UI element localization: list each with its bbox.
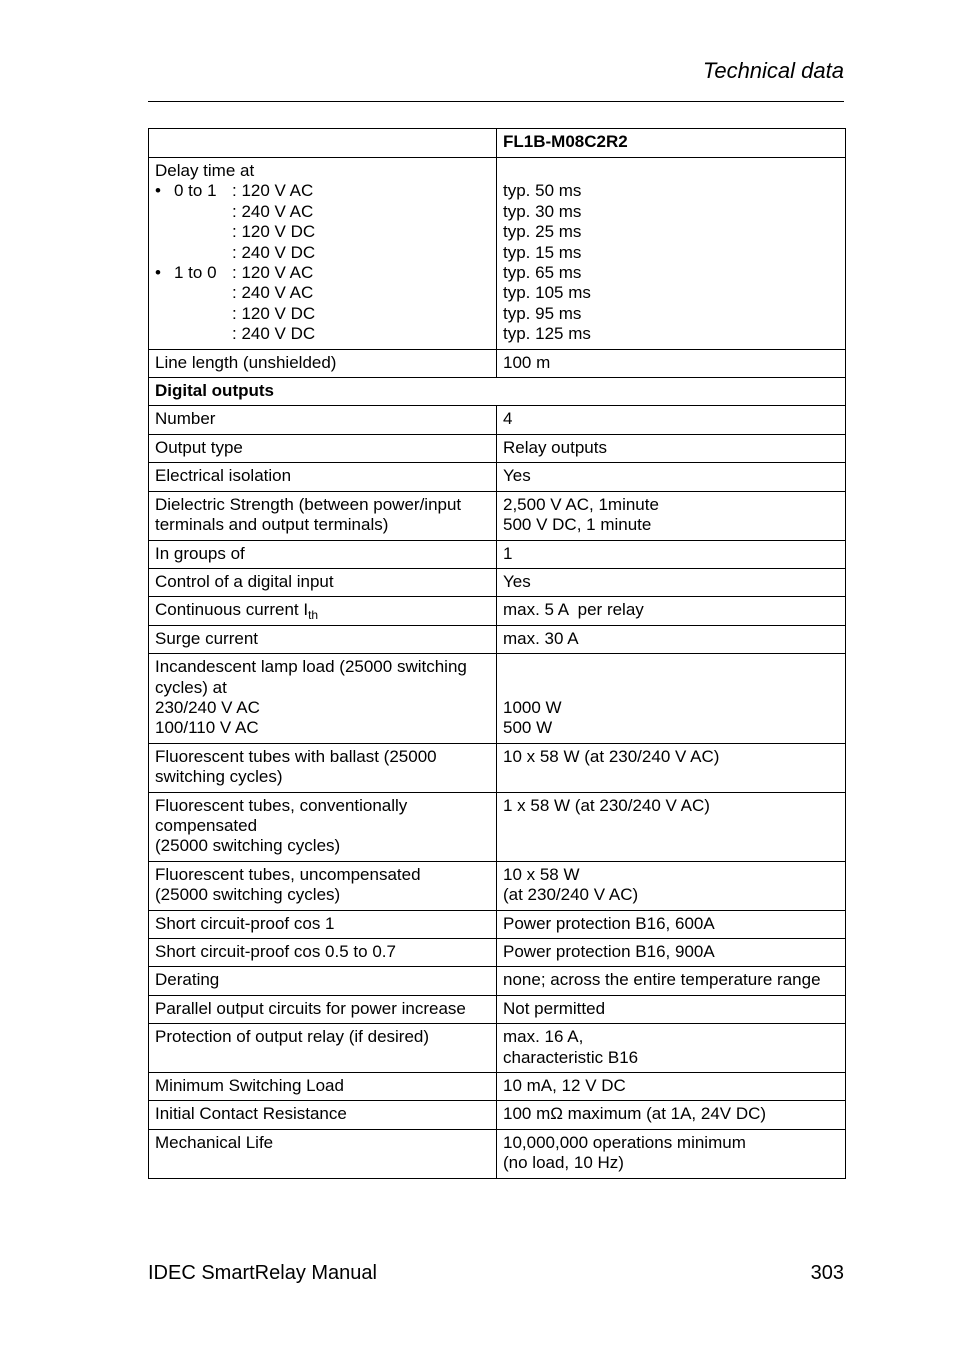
row-label-line: Parallel output circuits for power increase xyxy=(155,998,466,1018)
row-value-line: 10 x 58 W xyxy=(503,864,580,884)
delay-value: typ. 25 ms xyxy=(503,222,582,242)
row-value-line: (at 230/240 V AC) xyxy=(503,885,639,905)
row-label-line: Protection of output relay (if desired) xyxy=(155,1027,430,1047)
row-value-line: 100 mΩ maximum (at 1A, 24V DC) xyxy=(503,1104,767,1124)
delay-value: typ. 30 ms xyxy=(503,201,582,221)
delay-voltage: : 240 V DC xyxy=(232,324,316,344)
row-label-line: 230/240 V AC xyxy=(155,697,260,717)
table-row xyxy=(149,406,846,434)
row-value xyxy=(497,743,846,792)
delay-voltage: : 240 V DC xyxy=(232,242,316,262)
delay-time-label-cell xyxy=(149,158,497,350)
row-label-line: Short circuit-proof cos 0.5 to 0.7 xyxy=(155,942,396,961)
row-value xyxy=(497,654,846,744)
row-value-line: Power protection B16, 600A xyxy=(503,913,715,933)
continuous-current-subscript: th xyxy=(308,608,319,623)
row-label xyxy=(149,910,497,938)
row-value-line: Yes xyxy=(503,466,531,486)
row-value-line: 500 V DC, 1 minute xyxy=(503,515,652,535)
delay-value: typ. 95 ms xyxy=(503,303,582,323)
table-row xyxy=(149,540,846,568)
continuous-current-label-cell xyxy=(149,597,497,625)
delay-condition-line xyxy=(155,263,490,283)
surge-current-value: max. 30 A xyxy=(497,625,846,653)
surge-current-label: Surge current xyxy=(149,625,497,653)
row-value xyxy=(497,540,846,568)
row-value-line: 1 xyxy=(503,543,513,563)
delay-value: typ. 65 ms xyxy=(503,263,582,283)
row-value-line: 10 mA, 12 V DC xyxy=(503,1076,626,1096)
row-value-line: 10,000,000 operations minimum xyxy=(503,1132,746,1152)
table-row xyxy=(149,1129,846,1178)
row-label xyxy=(149,406,497,434)
table-row xyxy=(149,349,846,377)
row-label-line: Dielectric Strength (between power/input xyxy=(155,494,462,514)
section-title-digital-outputs: Digital outputs xyxy=(149,378,846,406)
row-label-line: (25000 switching cycles) xyxy=(155,885,341,905)
delay-voltage: : 240 V AC xyxy=(232,201,314,221)
table-header-empty-cell xyxy=(149,129,497,158)
bullet-mark: • xyxy=(155,181,161,201)
delay-voltage: : 120 V DC xyxy=(232,303,316,323)
row-label-line: Fluorescent tubes, conventionally xyxy=(155,795,408,815)
row-label xyxy=(149,861,497,910)
line-length-label: Line length (unshielded) xyxy=(149,349,497,377)
row-value-line: characteristic B16 xyxy=(503,1047,639,1067)
delay-voltage: : 240 V AC xyxy=(232,283,314,303)
row-label-line: cycles) at xyxy=(155,677,227,697)
table-row xyxy=(149,597,846,625)
delay-range xyxy=(174,222,232,242)
delay-voltage: : 120 V AC xyxy=(232,263,314,283)
table-row xyxy=(149,434,846,462)
row-label-line: Fluorescent tubes with ballast (25000 xyxy=(155,746,437,766)
delay-range: 0 to 1 xyxy=(174,181,217,201)
row-label-line: switching cycles) xyxy=(155,767,283,787)
row-label-line: terminals and output terminals) xyxy=(155,515,389,535)
row-value-line: Yes xyxy=(503,571,531,591)
row-value xyxy=(497,1024,846,1073)
row-value xyxy=(497,463,846,491)
bullet-mark xyxy=(155,202,174,222)
table-row xyxy=(149,967,846,995)
bullet-mark xyxy=(155,283,174,303)
row-label-line: Incandescent lamp load (25000 switching xyxy=(155,657,467,677)
row-value xyxy=(497,434,846,462)
table-row xyxy=(149,625,846,653)
table-row xyxy=(149,491,846,540)
delay-value: typ. 50 ms xyxy=(503,181,582,201)
row-label xyxy=(149,792,497,861)
delay-condition-line xyxy=(155,181,490,201)
row-label-line: In groups of xyxy=(155,543,245,563)
row-label-line: Output type xyxy=(155,437,243,457)
delay-range xyxy=(174,324,232,344)
line-length-value: 100 m xyxy=(497,349,846,377)
page-header-title: Technical data xyxy=(702,58,844,83)
delay-condition-line xyxy=(155,202,490,222)
row-label-line: Short circuit-proof cos 1 xyxy=(155,913,335,933)
row-value xyxy=(497,995,846,1023)
table-row xyxy=(149,158,846,350)
row-label xyxy=(149,1073,497,1101)
table-row xyxy=(149,568,846,596)
delay-range xyxy=(174,243,232,263)
row-value-line: Power protection B16, 900A xyxy=(503,942,715,961)
row-label xyxy=(149,434,497,462)
bullet-mark: • xyxy=(155,263,161,283)
bullet-mark xyxy=(155,222,174,242)
row-label-line: Derating xyxy=(155,970,220,990)
row-label-line: (25000 switching cycles) xyxy=(155,836,341,856)
delay-condition-line xyxy=(155,304,490,324)
row-value xyxy=(497,406,846,434)
technical-data-table xyxy=(148,128,846,1179)
row-label-line: Initial Contact Resistance xyxy=(155,1104,347,1124)
delay-value: typ. 125 ms xyxy=(503,324,591,344)
row-label xyxy=(149,491,497,540)
row-value xyxy=(497,967,846,995)
row-value xyxy=(497,491,846,540)
row-value xyxy=(497,1073,846,1101)
row-label xyxy=(149,743,497,792)
delay-value: typ. 15 ms xyxy=(503,242,582,262)
row-label-line: Control of a digital input xyxy=(155,571,334,591)
row-label xyxy=(149,967,497,995)
row-label-line: Minimum Switching Load xyxy=(155,1076,344,1096)
row-value-line xyxy=(503,678,839,698)
row-value-line: 1000 W xyxy=(503,697,562,717)
row-value-line: 1 x 58 W (at 230/240 V AC) xyxy=(503,795,710,815)
section-row xyxy=(149,378,846,406)
delay-voltage: : 120 V AC xyxy=(232,181,314,201)
row-value xyxy=(497,861,846,910)
row-value xyxy=(497,792,846,861)
delay-time-value-cell xyxy=(497,158,846,350)
table-row xyxy=(149,743,846,792)
row-value xyxy=(497,1101,846,1129)
row-label xyxy=(149,1129,497,1178)
row-value-line: 4 xyxy=(503,409,513,429)
continuous-current-value: max. 5 A per relay xyxy=(497,597,846,625)
model-column-header: FL1B-M08C2R2 xyxy=(497,129,846,158)
delay-range: 1 to 0 xyxy=(174,263,217,283)
footer-page-number: 303 xyxy=(810,1262,844,1284)
row-label-line: Electrical isolation xyxy=(155,466,292,486)
row-label xyxy=(149,995,497,1023)
row-label-line: 100/110 V AC xyxy=(155,718,259,738)
table-row xyxy=(149,910,846,938)
table-row xyxy=(149,995,846,1023)
table-row xyxy=(149,1073,846,1101)
row-value xyxy=(497,939,846,967)
bullet-mark xyxy=(155,324,174,344)
row-label-line: Fluorescent tubes, uncompensated xyxy=(155,864,421,884)
table-row xyxy=(149,1101,846,1129)
delay-condition-line xyxy=(155,222,490,242)
delay-time-label: Delay time at xyxy=(155,161,255,180)
delay-range xyxy=(174,304,232,324)
delay-condition-line xyxy=(155,243,490,263)
row-value-line: 2,500 V AC, 1minute xyxy=(503,494,659,514)
table-header-row xyxy=(149,129,846,158)
row-label-line: Mechanical Life xyxy=(155,1132,274,1152)
continuous-current-label: Continuous current I xyxy=(155,600,309,620)
table-row xyxy=(149,1024,846,1073)
row-label-line: compensated xyxy=(155,815,258,835)
footer-manual-title: IDEC SmartRelay Manual xyxy=(148,1262,377,1284)
row-value-line xyxy=(503,657,839,677)
delay-value: typ. 105 ms xyxy=(503,283,591,303)
row-label xyxy=(149,1024,497,1073)
row-value xyxy=(497,568,846,596)
bullet-mark xyxy=(155,243,174,263)
row-label xyxy=(149,568,497,596)
table-row xyxy=(149,939,846,967)
row-value-line: max. 16 A, xyxy=(503,1027,584,1047)
row-label xyxy=(149,939,497,967)
row-label xyxy=(149,1101,497,1129)
table-row xyxy=(149,654,846,744)
row-label xyxy=(149,654,497,744)
delay-condition-line xyxy=(155,324,490,344)
row-label xyxy=(149,463,497,491)
delay-condition-line xyxy=(155,283,490,303)
delay-voltage: : 120 V DC xyxy=(232,222,316,242)
table-row xyxy=(149,861,846,910)
row-value-line: Relay outputs xyxy=(503,437,607,457)
header-divider xyxy=(148,101,844,102)
table-row xyxy=(149,792,846,861)
row-value-line: none; across the entire temperature range xyxy=(503,970,821,990)
row-value-line: 10 x 58 W (at 230/240 V AC) xyxy=(503,746,720,766)
row-label xyxy=(149,540,497,568)
delay-range xyxy=(174,283,232,303)
row-value xyxy=(497,1129,846,1178)
row-label-line: Number xyxy=(155,409,216,429)
row-value-line: (no load, 10 Hz) xyxy=(503,1153,624,1173)
row-value xyxy=(497,910,846,938)
bullet-mark xyxy=(155,304,174,324)
delay-range xyxy=(174,202,232,222)
row-value-line: 500 W xyxy=(503,718,553,738)
table-row xyxy=(149,463,846,491)
row-value-line: Not permitted xyxy=(503,998,606,1018)
